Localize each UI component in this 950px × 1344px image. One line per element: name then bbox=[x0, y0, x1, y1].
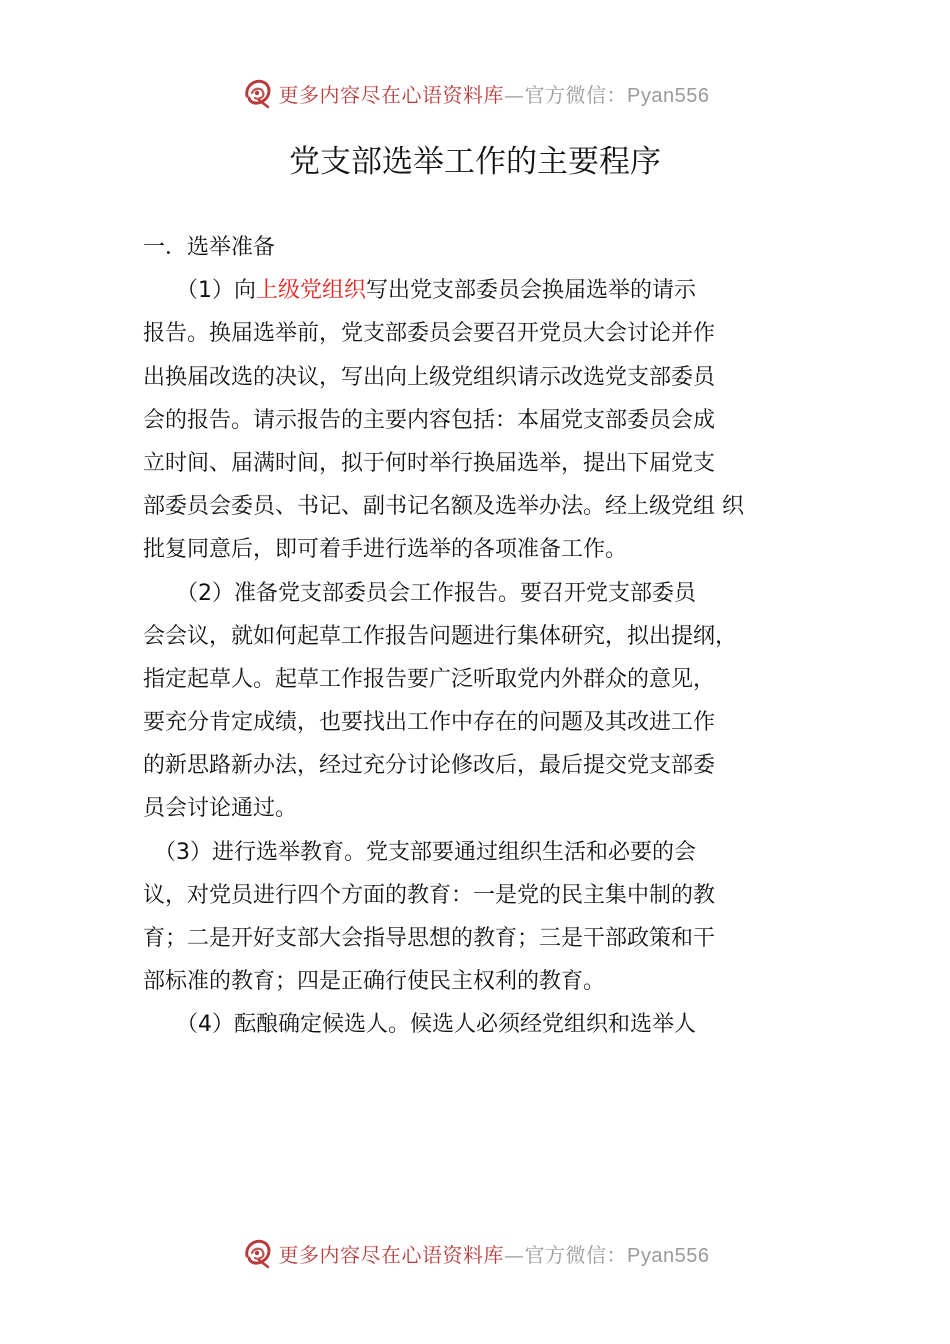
text-line: （2）准备党支部委员会工作报告。要召开党支部委员 bbox=[143, 580, 696, 606]
section-heading: 一．选举准备 bbox=[143, 235, 276, 260]
text-line: 会的报告。请示报告的主要内容包括：本届党支部委员会成 bbox=[143, 407, 716, 433]
text-line: 指定起草人。起草工作报告要广泛听取党内外群众的意见， bbox=[143, 666, 716, 692]
watermark-banner-bottom bbox=[0, 1233, 950, 1273]
text-line: 出换届改选的决议，写出向上级党组织请示改选党支部委员 bbox=[143, 364, 716, 390]
paragraph-2 bbox=[143, 572, 808, 831]
brush-swirl-logo-icon bbox=[241, 76, 275, 110]
document-title: 党支部选举工作的主要程序 bbox=[289, 144, 661, 180]
text-line: 要充分肯定成绩，也要找出工作中存在的问题及其改进工作 bbox=[143, 710, 716, 736]
paragraph-1 bbox=[143, 269, 808, 571]
text-line: 会会议，就如何起草工作报告问题进行集体研究，拟出提纲， bbox=[143, 623, 738, 649]
text-line: 部委员会委员、书记、副书记名额及选举办法。经上级党组 织 bbox=[143, 494, 744, 520]
text-line: 报告。换届选举前，党支部委员会要召开党员大会讨论并作 bbox=[143, 321, 716, 347]
text-line: 育；二是开好支部大会指导思想的教育；三是干部政策和干 bbox=[143, 926, 716, 951]
watermark-text: 更多内容尽在心语资料库—官方微信：Pyan556 bbox=[278, 1242, 710, 1267]
text-line: 立时间、届满时间，拟于何时举行换届选举，提出下届党支 bbox=[143, 450, 716, 476]
brush-swirl-logo-icon bbox=[241, 1236, 275, 1270]
watermark-text: 更多内容尽在心语资料库—官方微信：Pyan556 bbox=[278, 82, 710, 107]
text-line: 批复同意后，即可着手进行选举的各项准备工作。 bbox=[143, 537, 628, 563]
text-line: （1）向上级党组织写出党支部委员会换届选举的请示 bbox=[143, 278, 697, 304]
text-line: 部标准的教育；四是正确行使民主权利的教育。 bbox=[143, 969, 606, 995]
text-line: 员会讨论通过。 bbox=[143, 796, 298, 822]
highlighted-text: 上级党组织 bbox=[256, 278, 367, 304]
watermark-banner-top bbox=[0, 73, 950, 113]
text-line: （4）酝酿确定候选人。候选人必须经党组织和选举人 bbox=[143, 1012, 696, 1038]
text-line: （3）进行选举教育。党支部要通过组织生活和必要的会 bbox=[143, 839, 696, 865]
paragraph-4 bbox=[143, 1003, 808, 1046]
text-line: 议，对党员进行四个方面的教育：一是党的民主集中制的教 bbox=[143, 882, 716, 908]
document-body bbox=[143, 226, 808, 1047]
text-line: 的新思路新办法，经过充分讨论修改后，最后提交党支部委 bbox=[143, 753, 716, 779]
paragraph-3 bbox=[143, 831, 808, 1004]
